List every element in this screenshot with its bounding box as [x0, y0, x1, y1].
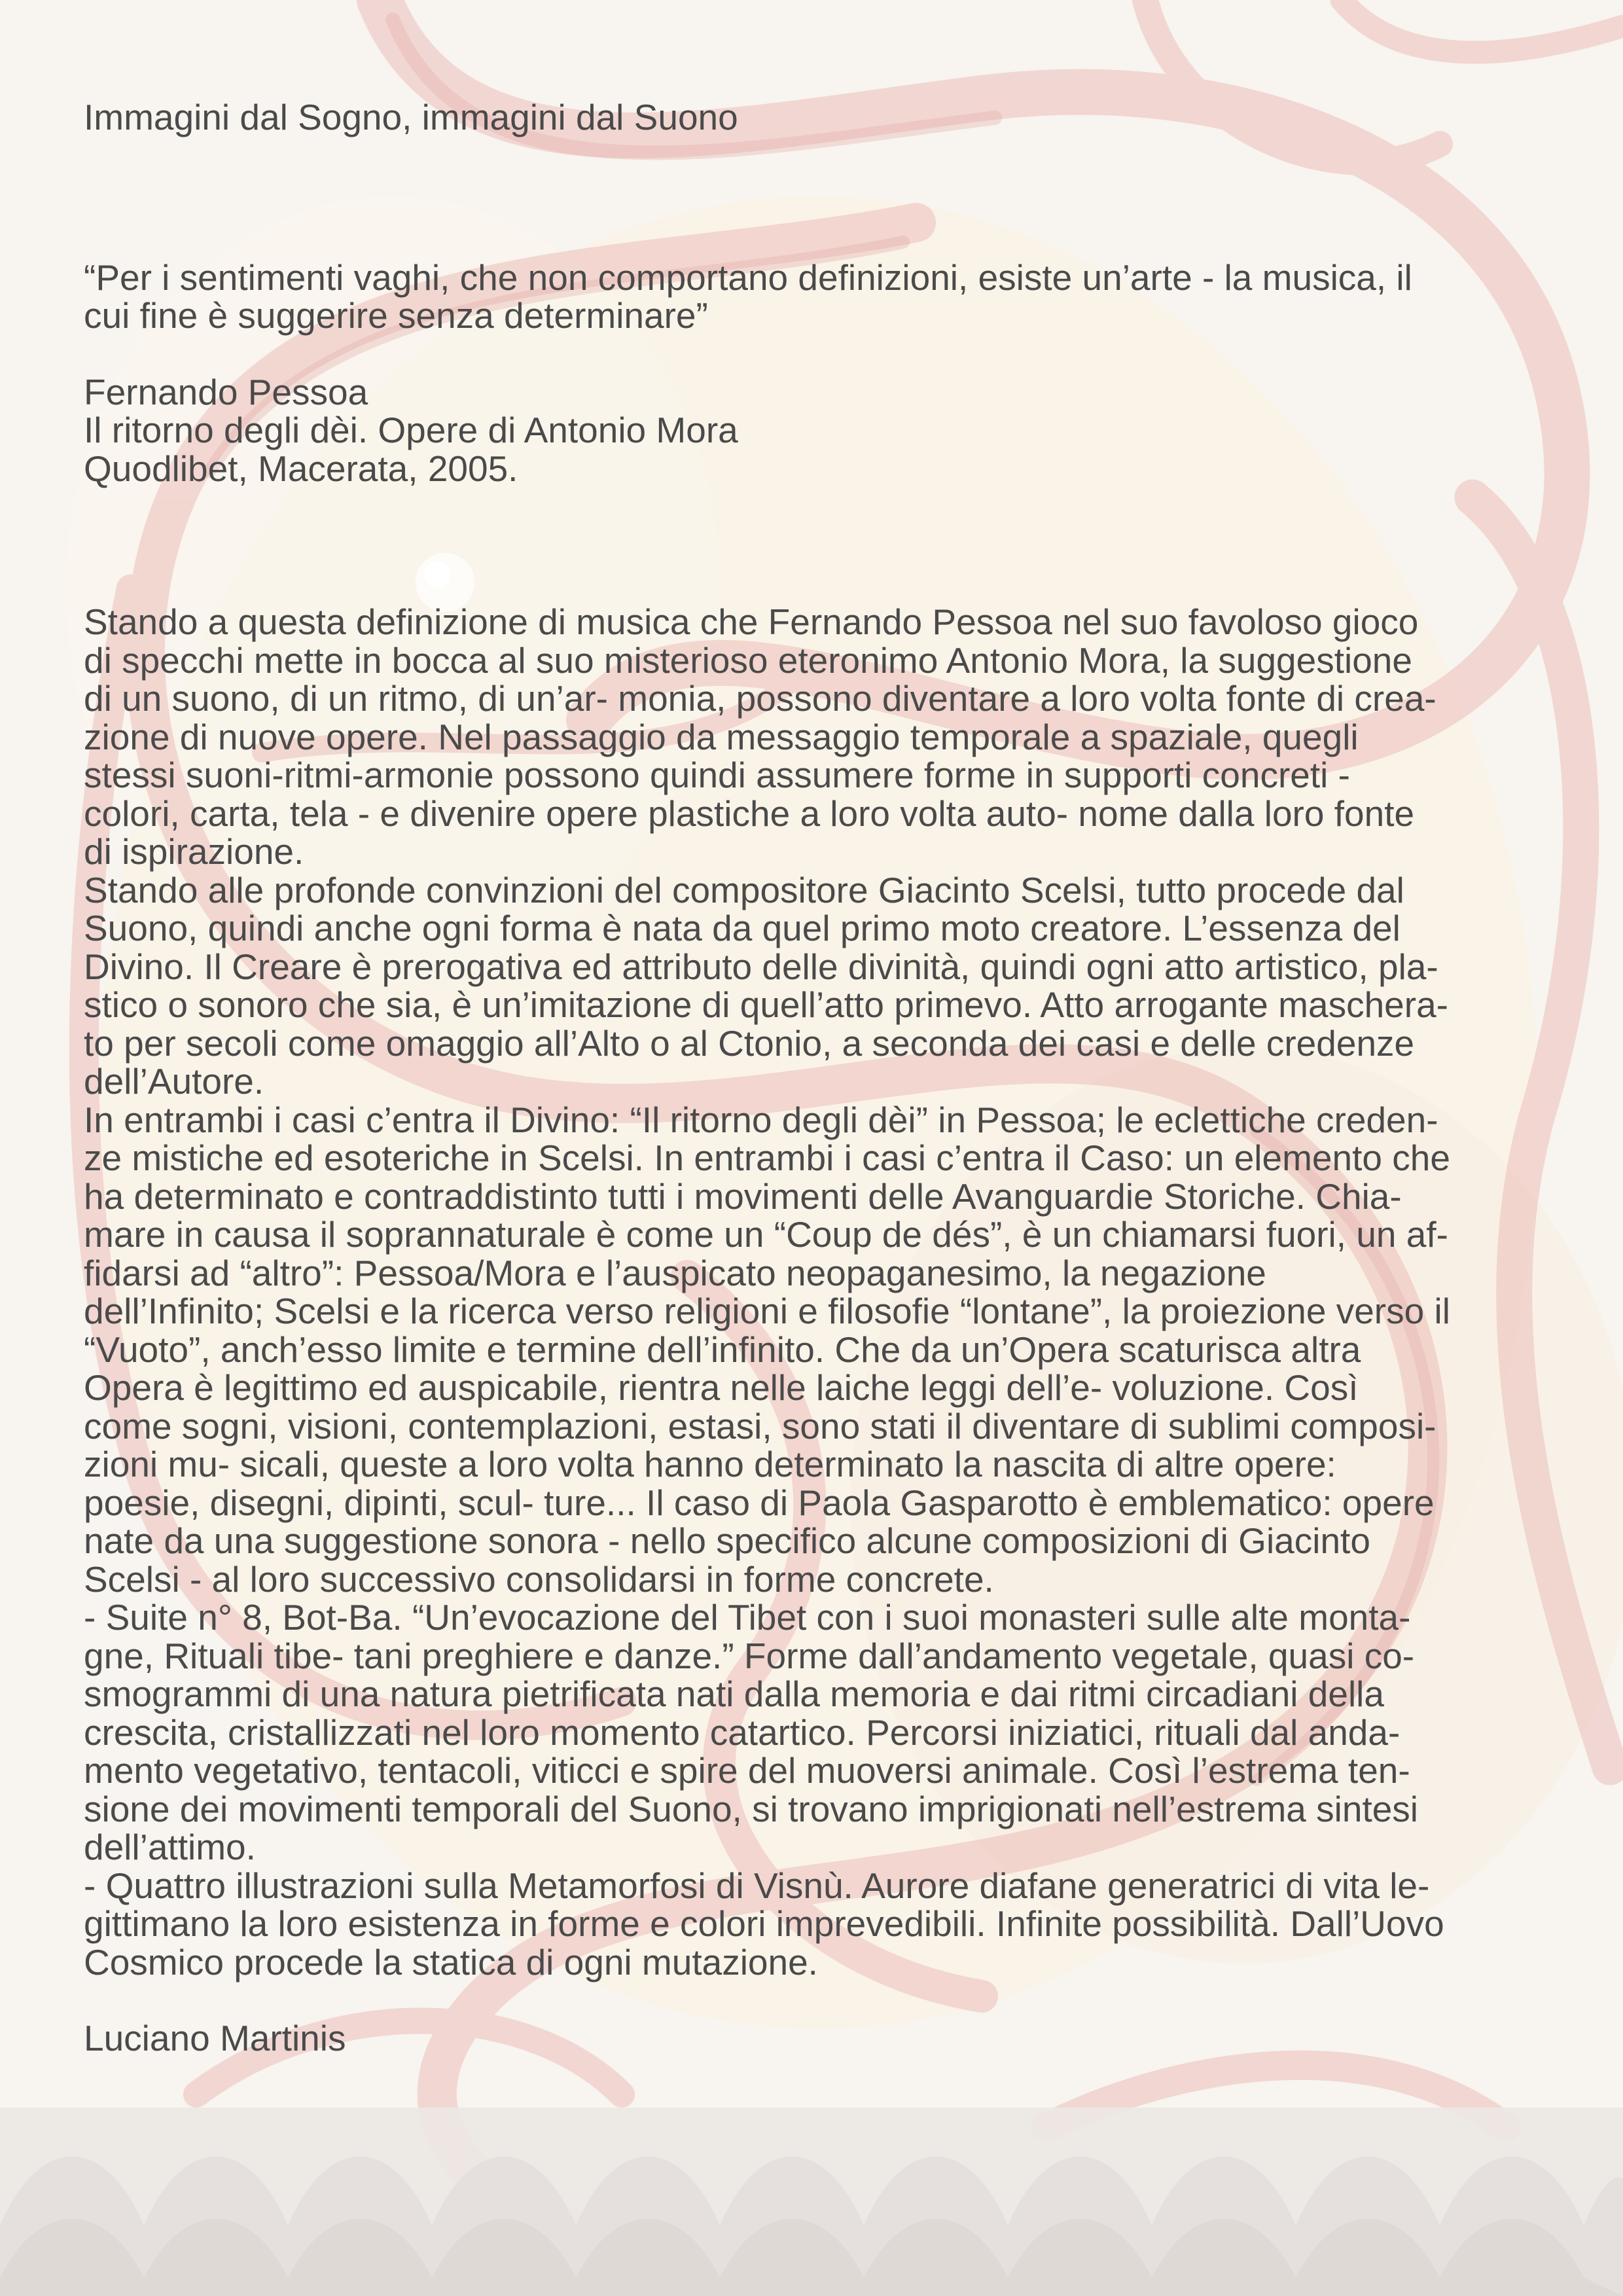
body-line: stessi suoni-ritmi-armonie possono quindi assumere forme in supporti concreti -: [84, 755, 1350, 795]
body-line: mare in causa il soprannaturale è come un “Coup de dés”, è un chiamarsi fuori, un af-: [84, 1214, 1448, 1255]
epigraph-quote: [84, 259, 1537, 335]
body-line: - Suite n° 8, Bot-Ba. “Un’evocazione del Tibet con i suoi monasteri sulle alte monta-: [84, 1597, 1411, 1638]
body-line: colori, carta, tela - e divenire opere plastiche a loro volta auto- nome dalla loro fonte: [84, 793, 1415, 834]
body-line: mento vegetativo, tentacoli, viticci e spire del muoversi animale. Così l’estrema ten-: [84, 1750, 1410, 1791]
attribution-work: Il ritorno degli dèi. Opere di Antonio Mora: [84, 410, 738, 450]
essay-text: [84, 603, 1537, 1981]
body-line: Suono, quindi anche ogni forma è nata da quel primo moto creatore. L’essenza del: [84, 908, 1400, 948]
body-line: di un suono, di un ritmo, di un’ar- monia, possono diventare a loro volta fonte di crea-: [84, 678, 1436, 719]
body-line: stico o sonoro che sia, è un’imitazione di quell’atto primevo. Atto arrogante maschera-: [84, 984, 1448, 1025]
attribution-publisher: Quodlibet, Macerata, 2005.: [84, 448, 518, 489]
body-line: dell’Autore.: [84, 1061, 264, 1102]
body-line: di specchi mette in bocca al suo misterioso eteronimo Antonio Mora, la suggestione: [84, 639, 1412, 681]
body-line: Stando a questa definizione di musica che Fernando Pessoa nel suo favoloso gioco: [84, 601, 1419, 642]
attribution-author: Fernando Pessoa: [84, 371, 368, 412]
body-line: come sogni, visioni, contemplazioni, estasi, sono stati il diventare di sublimi composi-: [84, 1405, 1436, 1446]
body-line: “Vuoto”, anch’esso limite e termine dell’infinito. Che da un’Opera scaturisca altra: [84, 1329, 1361, 1370]
page-title: Immagini dal Sogno, immagini dal Suono: [84, 97, 738, 137]
body-line: dell’Infinito; Scelsi e la ricerca verso religioni e filosofie “lontane”, la proiezione verso il: [84, 1291, 1450, 1331]
body-line: gne, Rituali tibe- tani preghiere e danze.” Forme dall’andamento vegetale, quasi co-: [84, 1635, 1415, 1676]
body-line: di ispirazione.: [84, 831, 304, 872]
quote-attribution: [84, 373, 1537, 488]
body-line: Divino. Il Creare è prerogativa ed attributo delle divinità, quindi ogni atto artistico, pla-: [84, 946, 1438, 987]
body-line: smogrammi di una natura pietrificata nati dalla memoria e dai ritmi circadiani della: [84, 1674, 1384, 1714]
body-line: Stando alle profonde convinzioni del compositore Giacinto Scelsi, tutto procede dal: [84, 869, 1404, 910]
body-line: Opera è legittimo ed auspicabile, rientra nelle laiche leggi dell’e- voluzione. Così: [84, 1367, 1359, 1408]
body-line: crescita, cristallizzati nel loro momento catartico. Percorsi iniziatici, rituali dal anda-: [84, 1712, 1400, 1753]
body-line: nate da una suggestione sonora - nello specifico alcune composizioni di Giacinto: [84, 1520, 1370, 1561]
body-line: zione di nuove opere. Nel passaggio da messaggio temporale a spaziale, quegli: [84, 716, 1359, 757]
body-line: dell’attimo.: [84, 1827, 256, 1867]
body-line: ze mistiche ed esoteriche in Scelsi. In entrambi i casi c’entra il Caso: un elemento che: [84, 1138, 1450, 1178]
body-line: ha determinato e contraddistinto tutti i movimenti delle Avanguardie Storiche. Chia-: [84, 1175, 1402, 1217]
document-body: [84, 98, 1537, 2058]
author-signature: Luciano Martinis: [84, 2018, 346, 2058]
body-line: In entrambi i casi c’entra il Divino: “Il ritorno degli dèi” in Pessoa; le eclettiche creden-: [84, 1099, 1438, 1140]
body-line: fidarsi ad “altro”: Pessoa/Mora e l’auspicato neopaganesimo, la negazione: [84, 1252, 1266, 1293]
body-line: Cosmico procede la statica di ogni mutazione.: [84, 1941, 818, 1982]
body-line: zioni mu- sicali, queste a loro volta hanno determinato la nascita di altre opere:: [84, 1444, 1336, 1484]
body-line: gittimano la loro esistenza in forme e colori imprevedibili. Infinite possibilità. Dall’Uovo: [84, 1903, 1444, 1944]
quote-line: cui fine è suggerire senza determinare”: [84, 295, 708, 336]
body-line: Scelsi - al loro successivo consolidarsi in forme concrete.: [84, 1558, 994, 1600]
quote-line: “Per i sentimenti vaghi, che non comportano definizioni, esiste un’arte - la musica, il: [84, 257, 1412, 298]
body-line: sione dei movimenti temporali del Suono, si trovano imprigionati nell’estrema sintesi: [84, 1788, 1419, 1829]
body-line: - Quattro illustrazioni sulla Metamorfosi di Visnù. Aurore diafane generatrici di vita le-: [84, 1865, 1430, 1906]
body-line: poesie, disegni, dipinti, scul- ture... Il caso di Paola Gasparotto è emblematico: opere: [84, 1482, 1435, 1523]
body-line: to per secoli come omaggio all’Alto o al Ctonio, a seconda dei casi e delle credenze: [84, 1022, 1415, 1064]
